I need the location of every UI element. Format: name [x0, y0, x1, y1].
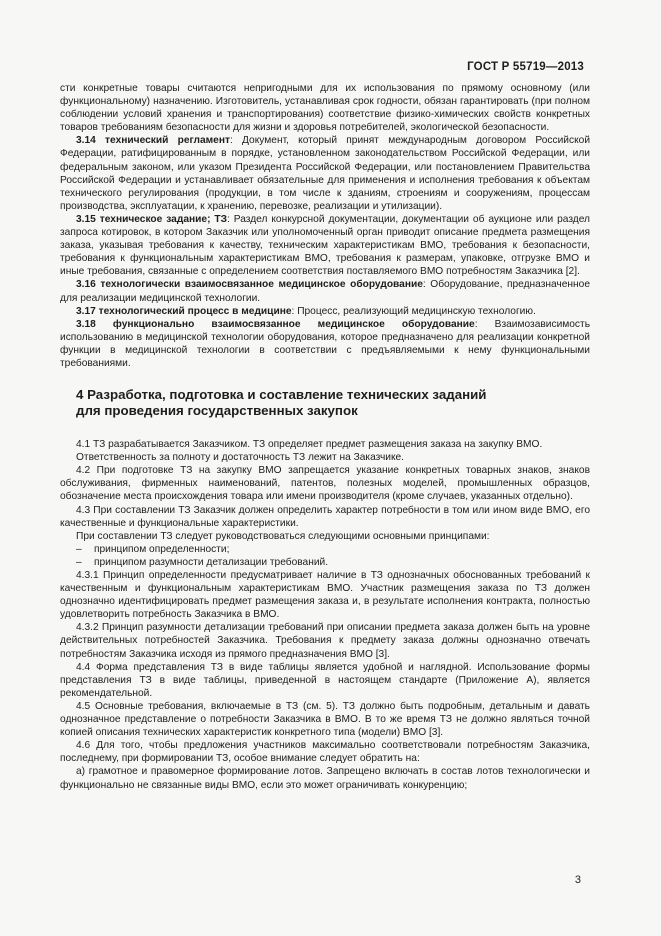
- list-item-text: принципом определенности;: [94, 543, 230, 555]
- page-number: 3: [574, 874, 581, 886]
- term-3-15: [60, 213, 590, 278]
- term-title: 3.18 функционально взаимосвязанное медицинское оборудование: [76, 318, 475, 330]
- dash-marker: –: [76, 543, 82, 555]
- paragraph-4-6: 4.6 Для того, чтобы предложения участников максимально соответствовали потребностям Заказчика, последнему, при формировании ТЗ, особое внимание следует обратить на:: [60, 740, 590, 765]
- term-title: 3.17 технологический процесс в медицине: [76, 305, 292, 317]
- paragraph-4-2: 4.2 При подготовке ТЗ на закупку ВМО запрещается указание конкретных товарных знаков, знаков обслуживания, фирменных наименований, патентов, полезных моделей, промышленных образцов, обозначение места происхождения товара или имени производителя (кроме случаев, указанных отдельно).: [60, 465, 590, 503]
- term-3-16: [60, 278, 590, 304]
- term-definition: : Документ, который принят международным договором Российской Федерации, ратифицированным в порядке, установленном законодательством Российской Федерации, или федеральным законом, или указом Президента Российской Федерации, или постановлением Правительства Российской Федерации и устанавливает обязательные для применения и исполнения требования к объектам технического регулирования (продукции, в том числе к зданиям, строениям и сооружениям, процессам производства, эксплуатации, к хранению, перевозке, реализации и утилизации).: [60, 135, 591, 212]
- dash-marker: –: [76, 556, 82, 568]
- section-heading-line: 4 Разработка, подготовка и составление технических заданий: [76, 387, 487, 403]
- list-item: [60, 556, 590, 569]
- term-title: 3.15 техническое задание; ТЗ: [76, 213, 227, 225]
- section-heading: [60, 387, 590, 418]
- paragraph-4-4: 4.4 Форма представления ТЗ в виде таблицы является удобной и наглядной. Использование формы представления ТЗ в виде таблицы, приведенной в настоящем стандарте (Приложение А), является рекомендательной.: [60, 661, 590, 699]
- term-definition: : Раздел конкурсной документации, документации об аукционе или раздел запроса котировок, в котором Заказчик или уполномоченный орган приводит описание предмета размещения заказа, указывая требования к качеству, техническим характеристикам ВМО, требования к безопасности, требования к функциональным характеристикам ВМО, требования к размерам, упаковке, отгрузке ВМО и иные требования, связанные с определением соответствия поставляемого ВМО потребностям Заказчика [2].: [60, 213, 590, 278]
- term-3-14: [60, 134, 590, 213]
- intro-paragraph: сти конкретные товары считаются непригодными для их использования по прямому основному (или функциональному) назначению. Изготовитель, устанавливая срок годности, обязан гарантировать (при полном соблюдении условий хранения и транспортирования) соответствие физико-химических свойств конкретных товаров требованиям безопасности для жизни и здоровья потребителей, экологической безопасности.: [60, 83, 590, 134]
- paragraph-4-3: 4.3 При составлении ТЗ Заказчик должен определить характер потребности в том или ином виде ВМО, его качественные и функциональные характеристики.: [60, 504, 590, 529]
- paragraph-4-3-1: 4.3.1 Принцип определенности предусматривает наличие в ТЗ однозначных обоснованных требований к качественным и функциональным характеристикам ВМО. Участник размещения заказа по ТЗ должен однозначно идентифицировать предмет размещения заказа и, в результате исполнения контракта, полностью удовлетворить потребность Заказчика в ВМО.: [60, 570, 590, 621]
- term-title: 3.14 технический регламент: [76, 135, 230, 147]
- term-definition: : Взаимозависимость использованию в медицинской технологии оборудования, которое предназначено для реализации конкретной функции в медицинской технологии в соответствии с предъявляемыми к нему функциональными требованиями.: [60, 318, 590, 369]
- paragraph-principles-intro: При составлении ТЗ следует руководствоваться следующими основными принципами:: [76, 530, 490, 542]
- list-item: [60, 543, 590, 556]
- paragraph-4-6-a: а) грамотное и правомерное формирование лотов. Запрещено включать в состав лотов технологически и функционально не связанные виды ВМО, если это может ограничивать конкуренцию;: [60, 766, 590, 791]
- paragraph-4-1: 4.1 ТЗ разрабатывается Заказчиком. ТЗ определяет предмет размещения заказа на закупку ВМО.: [76, 439, 543, 451]
- term-title: 3.16 технологически взаимосвязанное медицинское оборудование: [76, 279, 423, 291]
- document-body: [60, 82, 590, 792]
- section-heading-line: для проведения государственных закупок: [76, 402, 358, 418]
- list-item-text: принципом разумности детализации требований.: [94, 556, 329, 568]
- term-definition: : Процесс, реализующий медицинскую технологию.: [291, 305, 536, 317]
- term-definition: : Оборудование, предназначенное для реализации медицинской технологии.: [60, 279, 590, 304]
- standard-header: ГОСТ Р 55719—2013: [467, 61, 584, 73]
- paragraph-4-3-2: 4.3.2 Принцип разумности детализации требований при описании предмета заказа должен быть на уровне действительных потребностей Заказчика. Требования к предмету заказа должны однозначно отвечать потребностям Заказчика исходя из прямого предназначения ВМО [3].: [60, 622, 590, 660]
- paragraph-4-5: 4.5 Основные требования, включаемые в ТЗ (см. 5). ТЗ должно быть подробным, детальным и давать однозначное представление о потребности Заказчика в ВМО. В то же время ТЗ не должно являться точной копией описания технических характеристик конкретного типа (модели) ВМО [3].: [60, 700, 590, 739]
- term-3-17: [60, 305, 590, 318]
- term-3-18: [60, 318, 590, 370]
- paragraph-responsibility: Ответственность за полноту и достаточность ТЗ лежит на Заказчике.: [76, 452, 405, 464]
